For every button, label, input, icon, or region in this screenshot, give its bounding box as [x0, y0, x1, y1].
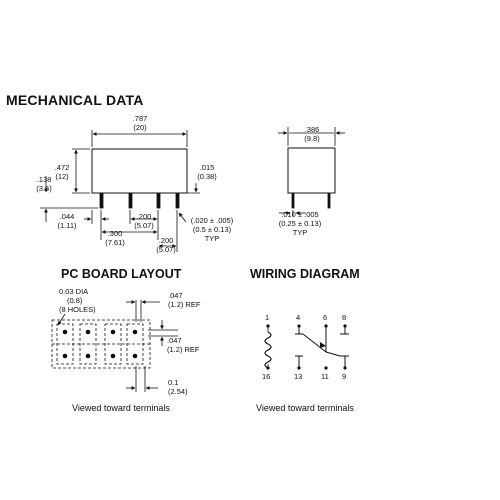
pin-label-1: 1: [265, 313, 270, 322]
dim-pitch-300: .300 (7.61): [105, 229, 125, 247]
relay-coil: [265, 326, 271, 368]
pin-label-6: 6: [323, 313, 328, 322]
pcb-caption: Viewed toward terminals: [72, 403, 170, 413]
dim-hole: 0.03 DIA (0.8) (8 HOLES): [59, 287, 96, 314]
pin-label-16: 16: [262, 372, 271, 381]
side-view-outline: [288, 148, 335, 208]
dim-ref-right: .047 (1.2) REF: [167, 336, 200, 354]
pin-label-11: 11: [321, 372, 329, 381]
dim-pcb-pitch: 0.1 (2.54): [168, 378, 188, 396]
dim-edge: .044 (1.11): [57, 212, 77, 230]
wiring-title: WIRING DIAGRAM: [250, 267, 360, 281]
dim-side-width: .386 (9.8): [304, 125, 320, 143]
dim-thickness: .015 (0.38): [197, 163, 217, 181]
dim-pitch-lower: .200 (5.07): [156, 236, 176, 254]
pcb-outline: [52, 320, 150, 368]
wiring-terminals: [266, 324, 346, 369]
contact-set-2: [326, 326, 349, 368]
dim-height: .472 (12): [54, 163, 70, 181]
pin-label-9: 9: [342, 372, 347, 381]
pcb-title: PC BOARD LAYOUT: [61, 267, 182, 281]
dim-ref-top: .047 (1.2) REF: [168, 291, 201, 309]
dim-pin-length: .138 (3.5): [36, 175, 52, 193]
dim-width: .787 (20): [132, 114, 148, 132]
dim-pitch-middle: .200 (5.07): [134, 212, 154, 230]
mechanical-data-title: MECHANICAL DATA: [6, 92, 144, 108]
dim-side-pin: .010 ± .005 (0.25 ± 0.13) TYP: [278, 210, 322, 237]
pin-label-13: 13: [294, 372, 303, 381]
wiring-caption: Viewed toward terminals: [256, 403, 354, 413]
front-view-outline: [92, 149, 187, 208]
pin-label-4: 4: [296, 313, 301, 322]
dim-pin-width: (.020 ± .005) (0.5 ± 0.13) TYP: [190, 216, 234, 243]
pin-label-8: 8: [342, 313, 347, 322]
